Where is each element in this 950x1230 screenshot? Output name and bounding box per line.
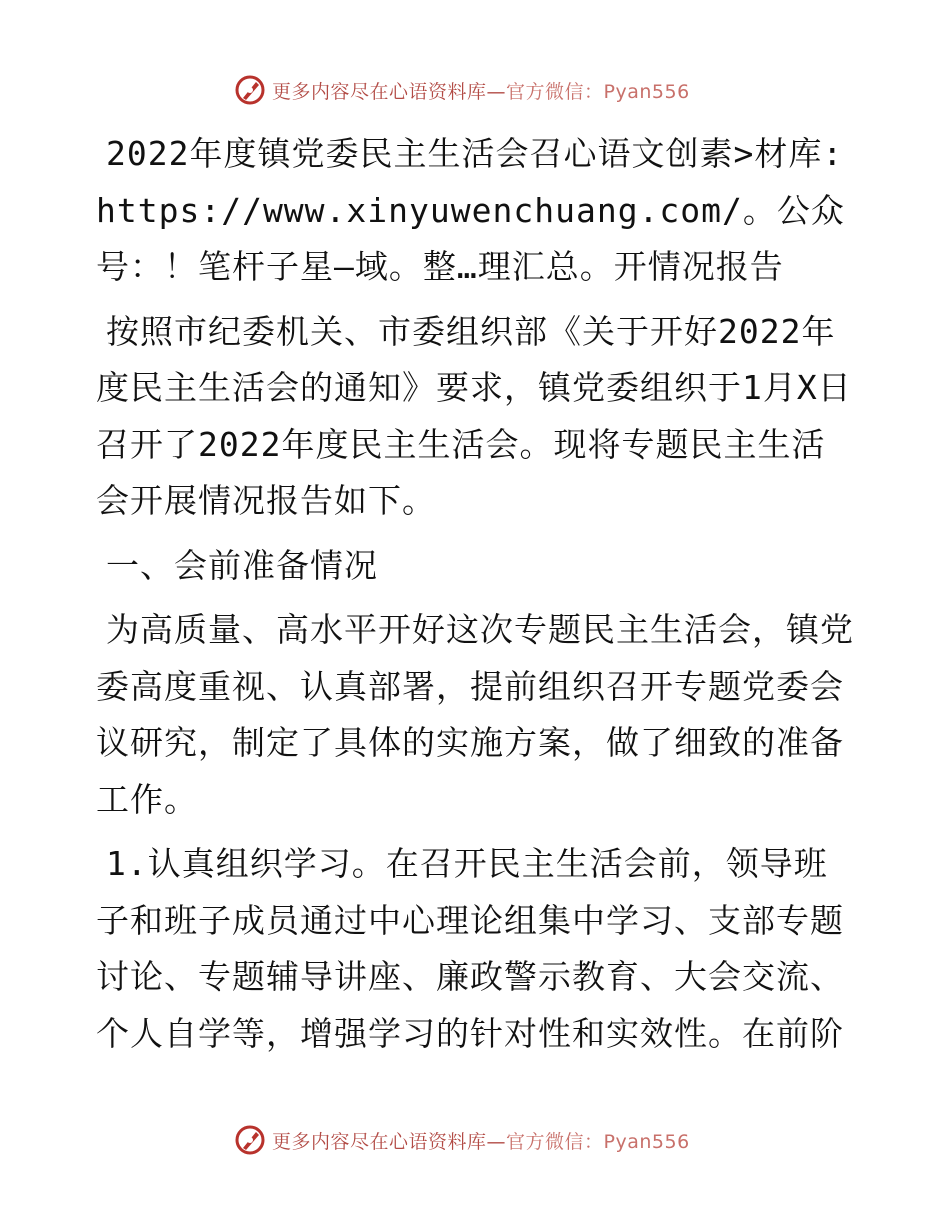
watermark-text: 更多内容尽在心语资料库— — [272, 80, 507, 103]
watermark-wechat: 官方微信：Pyan556 — [506, 1130, 690, 1153]
paragraph-2: 为高质量、高水平开好这次专题民主生活会，镇党委高度重视、认真部署，提前组织召开专题党委会议研究，制定了具体的实施方案，做了细致的准备工作。 — [96, 610, 854, 819]
pen-logo-icon — [234, 74, 266, 106]
watermark-wechat: 官方微信：Pyan556 — [506, 80, 690, 103]
footer-watermark — [234, 1122, 690, 1158]
paragraph-1: 按照市纪委机关、市委组织部《关于开好2022年度民主生活会的通知》要求，镇党委组织于1月X日召开了2022年度民主生活会。现将专题民主生活会开展情况报告如下。 — [96, 311, 852, 520]
section-heading-1: 一、会前准备情况 — [106, 545, 378, 585]
paragraph-3: 1.认真组织学习。在召开民主生活会前，领导班子和班子成员通过中心理论组集中学习、支部专题讨论、专题辅导讲座、廉政警示教育、大会交流、个人自学等，增强学习的针对性和实效性。在前阶 — [96, 844, 844, 1053]
watermark-text: 更多内容尽在心语资料库— — [272, 1130, 507, 1153]
document-body — [96, 126, 856, 1062]
document-title: 2022年度镇党委民主生活会召心语文创素>材库:https://www.xinyuwenchuang.com/。公众号：！笔杆子星—域。整…理汇总。开情况报告 — [96, 134, 845, 286]
pen-logo-icon — [234, 1124, 266, 1156]
header-watermark — [234, 72, 690, 108]
